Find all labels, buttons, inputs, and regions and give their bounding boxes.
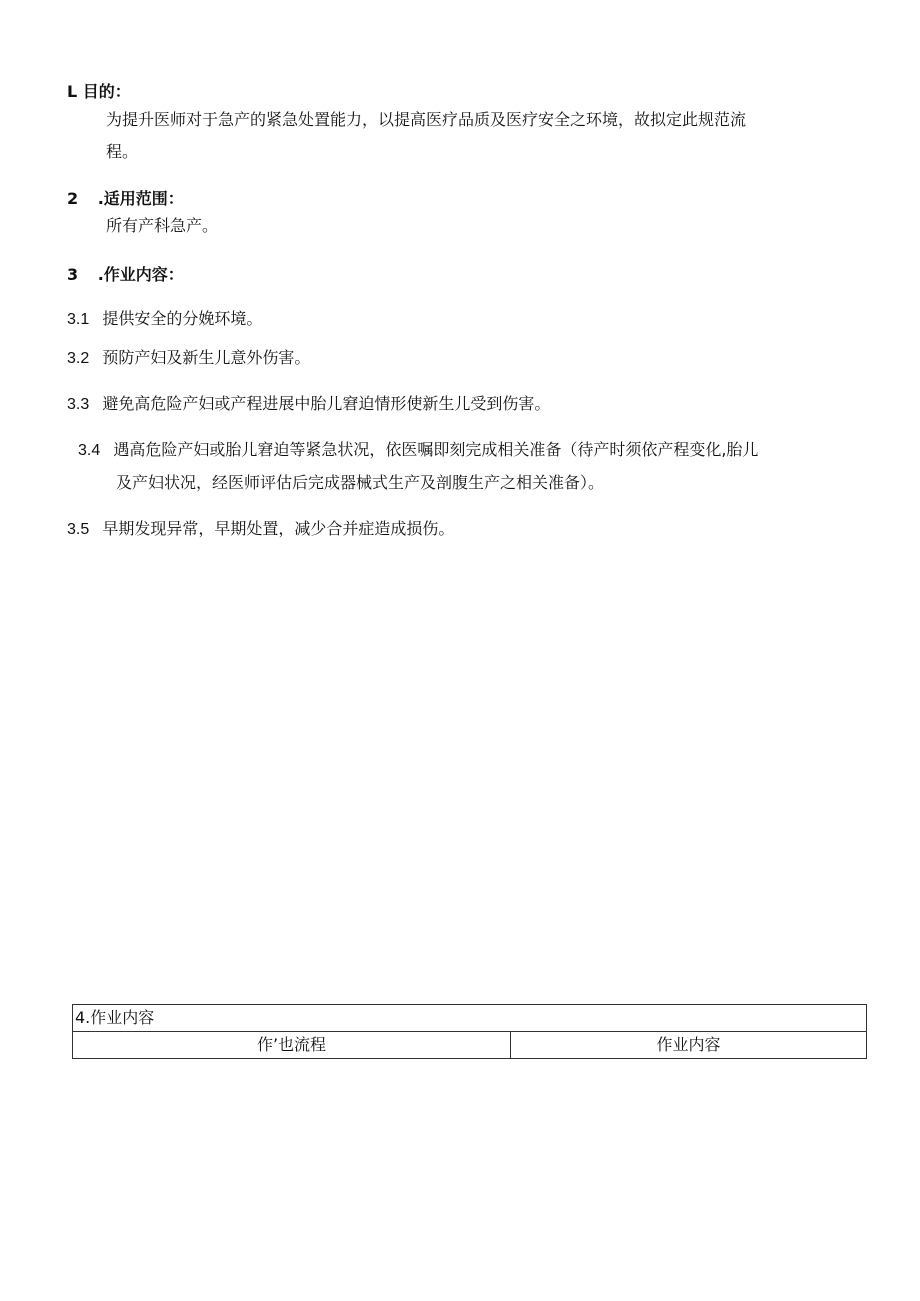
item-text: 遇高危险产妇或胎儿窘迫等紧急状况，依医嘱即刻完成相关准备（待产时须依产程变化,胎儿: [113, 440, 759, 459]
item-text: 早期发现异常，早期处置，减少合并症造成损伤。: [102, 519, 455, 538]
item-text: 预防产妇及新生儿意外伤害。: [102, 348, 311, 367]
section-3-title: .作业内容：: [97, 265, 184, 284]
section-2-number: 2: [67, 189, 79, 208]
column-header-content: 作业内容: [511, 1032, 867, 1059]
table-row: [73, 1005, 867, 1032]
section-1-heading: [67, 79, 131, 102]
item-number: 3.5: [67, 521, 90, 538]
section-2-body: 所有产科急产。: [106, 216, 219, 235]
item-text: 避免高危险产妇或产程进展中胎儿窘迫情形使新生儿受到伤害。: [102, 394, 551, 413]
section-3-heading: [67, 262, 184, 285]
column-header-flow: 作’也流程: [73, 1032, 511, 1059]
list-item: [67, 306, 262, 329]
table-row: [73, 1032, 867, 1059]
list-item: [67, 345, 310, 368]
item-number: 3.3: [67, 396, 90, 413]
section-1-body-line2: 程。: [106, 142, 139, 161]
procedure-table: [72, 1004, 867, 1059]
section-2-heading: [67, 186, 184, 209]
section-1-number: L: [67, 82, 78, 101]
item-number: 3.1: [67, 311, 90, 328]
table-title: 4.作业内容: [73, 1005, 867, 1032]
section-1-body-line1: 为提升医师对于急产的紧急处置能力，以提高医疗品质及医疗安全之环境，故拟定此规范流: [106, 110, 747, 129]
item-number: 3.4: [78, 442, 101, 459]
list-item: [67, 516, 454, 539]
section-3-number: 3: [67, 265, 79, 284]
item-number: 3.2: [67, 350, 90, 367]
section-2-title: .适用范围：: [97, 189, 184, 208]
item-text-continued: 及产妇状况，经医师评估后完成器械式生产及剖腹生产之相关准备）。: [116, 473, 605, 492]
list-item: [78, 437, 758, 460]
list-item: [67, 391, 550, 414]
section-1-title: 目的：: [82, 82, 131, 101]
item-text: 提供安全的分娩环境。: [102, 309, 263, 328]
